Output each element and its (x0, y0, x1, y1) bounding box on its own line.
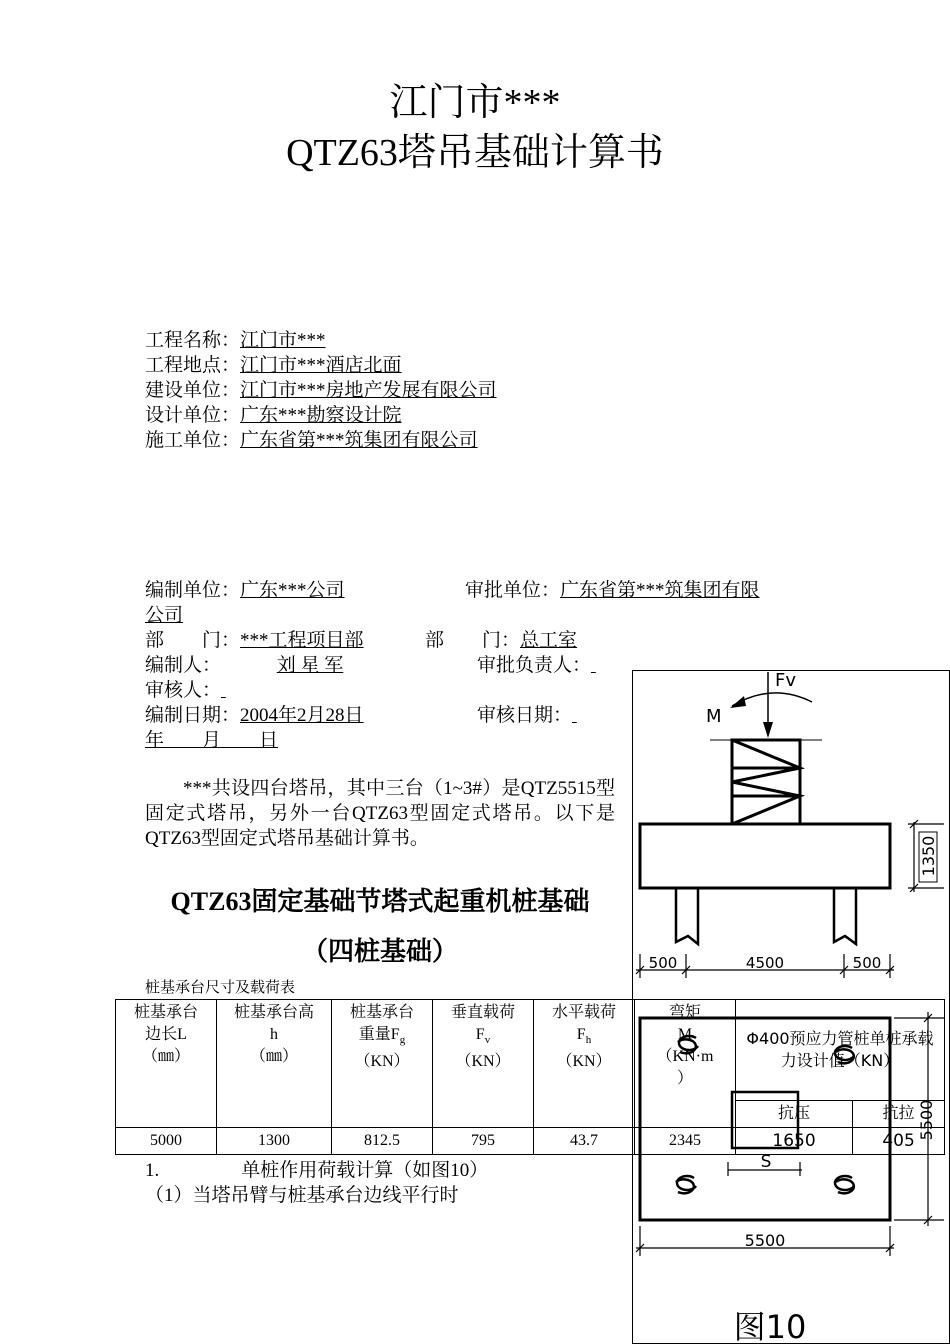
table-cell: 2345 (635, 1128, 736, 1155)
dim-500-left: 500 (648, 954, 678, 972)
table-cell: 795 (433, 1128, 534, 1155)
compile-date-value: 2004年2月28日 (240, 705, 364, 726)
m-label: M (706, 706, 722, 727)
intro-paragraph: ***共设四台塔吊，其中三台（1~3#）是QTZ5515型固定式塔吊，另外一台QTZ63型固定式塔吊。以下是QTZ63型固定式塔吊基础计算书。 (145, 778, 615, 849)
dept2-label: 部 门： (425, 630, 521, 651)
header-cell: 桩基承台 重量$F_g$ （KN） (332, 1000, 433, 1128)
sub-header-tension: 抗拉 (853, 1101, 945, 1128)
designer-row (145, 403, 497, 428)
compile-date-label: 编制日期： (145, 705, 241, 726)
dept2-value: 总工室 (520, 630, 578, 651)
client-row (145, 378, 497, 403)
pile-cap (640, 824, 890, 888)
field-value: 广东***勘察设计院 (240, 405, 402, 426)
header-cell: 桩基承台 边长L （㎜） (116, 1000, 217, 1128)
check-date-cont: 年 月 日 (145, 730, 279, 751)
approver-label: 审批负责人： (477, 655, 592, 676)
table-cell: 1300 (217, 1128, 332, 1155)
calc-item-1 (145, 1158, 488, 1183)
fv-label: Fv (775, 670, 797, 691)
section-heading-line1: QTZ63固定基础节塔式起重机桩基础 (170, 887, 590, 916)
calc-item-text: 单桩作用荷载计算（如图10） (241, 1160, 489, 1181)
header-cell: 垂直载荷 $F_v$ （KN） (433, 1000, 534, 1128)
field-label: 工程地点： (145, 355, 241, 376)
dim-5500-side-label: 5500 (917, 1099, 936, 1141)
field-value: 江门市*** (240, 330, 326, 351)
field-label: 设计单位： (145, 405, 241, 426)
check-date-label: 审核日期： (477, 705, 573, 726)
tower-mast (710, 740, 822, 824)
fv-arrow (763, 670, 796, 738)
dim-1350 (908, 820, 944, 892)
dim-s-label: S (760, 1152, 772, 1172)
checker-label: 审核人： (145, 680, 222, 701)
dim-4500: 4500 (745, 954, 785, 972)
compile-unit-value: 广东***公司 (240, 580, 345, 601)
dept-value: ***工程项目部 (240, 630, 364, 651)
approve-unit-value-cont: 公司 (145, 605, 184, 626)
header-cell: 弯矩 M （KN·m ） (635, 1000, 736, 1128)
project-info (145, 328, 497, 453)
dim-5500-side (894, 1012, 944, 1226)
field-label: 施工单位： (145, 430, 241, 451)
table-cell: 5000 (116, 1128, 217, 1155)
field-label: 建设单位： (145, 380, 241, 401)
figure-caption: 图10 (733, 1308, 807, 1344)
sub-header-compression: 抗压 (736, 1101, 853, 1128)
calc-item-number: 1. (145, 1160, 160, 1181)
calc-item-1-sub: （1）当塔吊臂与桩基承台边线平行时 (145, 1185, 459, 1206)
compile-unit-label: 编制单位： (145, 580, 241, 601)
compiler-value: 刘 星 军 (276, 655, 344, 676)
table-cell: 43.7 (534, 1128, 635, 1155)
field-value: 广东省第***筑集团有限公司 (240, 430, 478, 451)
project-name-row (145, 328, 497, 353)
table-cell: 1650 (736, 1128, 853, 1155)
figure-10-drawing (632, 670, 950, 1344)
dim-5500-bottom (636, 1226, 894, 1256)
document-title-line2: QTZ63塔吊基础计算书 (286, 132, 664, 174)
header-cell: 桩基承台高 h （㎜） (217, 1000, 332, 1128)
dim-1350-label: 1350 (919, 835, 938, 877)
moment-arrow (706, 693, 812, 727)
section-heading-line2: （四桩基础） (301, 937, 458, 966)
document-title-line1: 江门市*** (389, 82, 561, 124)
dim-row-plan (636, 954, 894, 978)
compiler-label: 编制人： (145, 655, 222, 676)
field-value: 江门市***房地产发展有限公司 (240, 380, 497, 401)
dept-label: 部 门： (145, 630, 241, 651)
field-value: 江门市***酒店北面 (240, 355, 402, 376)
project-location-row (145, 353, 497, 378)
contractor-row (145, 428, 497, 453)
table-cell: 812.5 (332, 1128, 433, 1155)
dim-500-right: 500 (852, 954, 882, 972)
table-cell: 405 (853, 1128, 945, 1155)
table-caption: 桩基承台尺寸及载荷表 (145, 980, 296, 996)
pile-capacity-header: Φ400预应力管桩单桩承载力设计值（KN） (736, 1000, 945, 1101)
approve-unit-value: 广东省第***筑集团有限 (560, 580, 760, 601)
mast-section (732, 1092, 798, 1148)
dim-s (728, 1152, 802, 1176)
dim-5500-bottom-label: 5500 (744, 1231, 786, 1250)
header-cell: 水平载荷 $F_h$ （KN） (534, 1000, 635, 1128)
piles (676, 888, 856, 944)
field-label: 工程名称： (145, 330, 241, 351)
approve-unit-label: 审批单位： (465, 580, 561, 601)
